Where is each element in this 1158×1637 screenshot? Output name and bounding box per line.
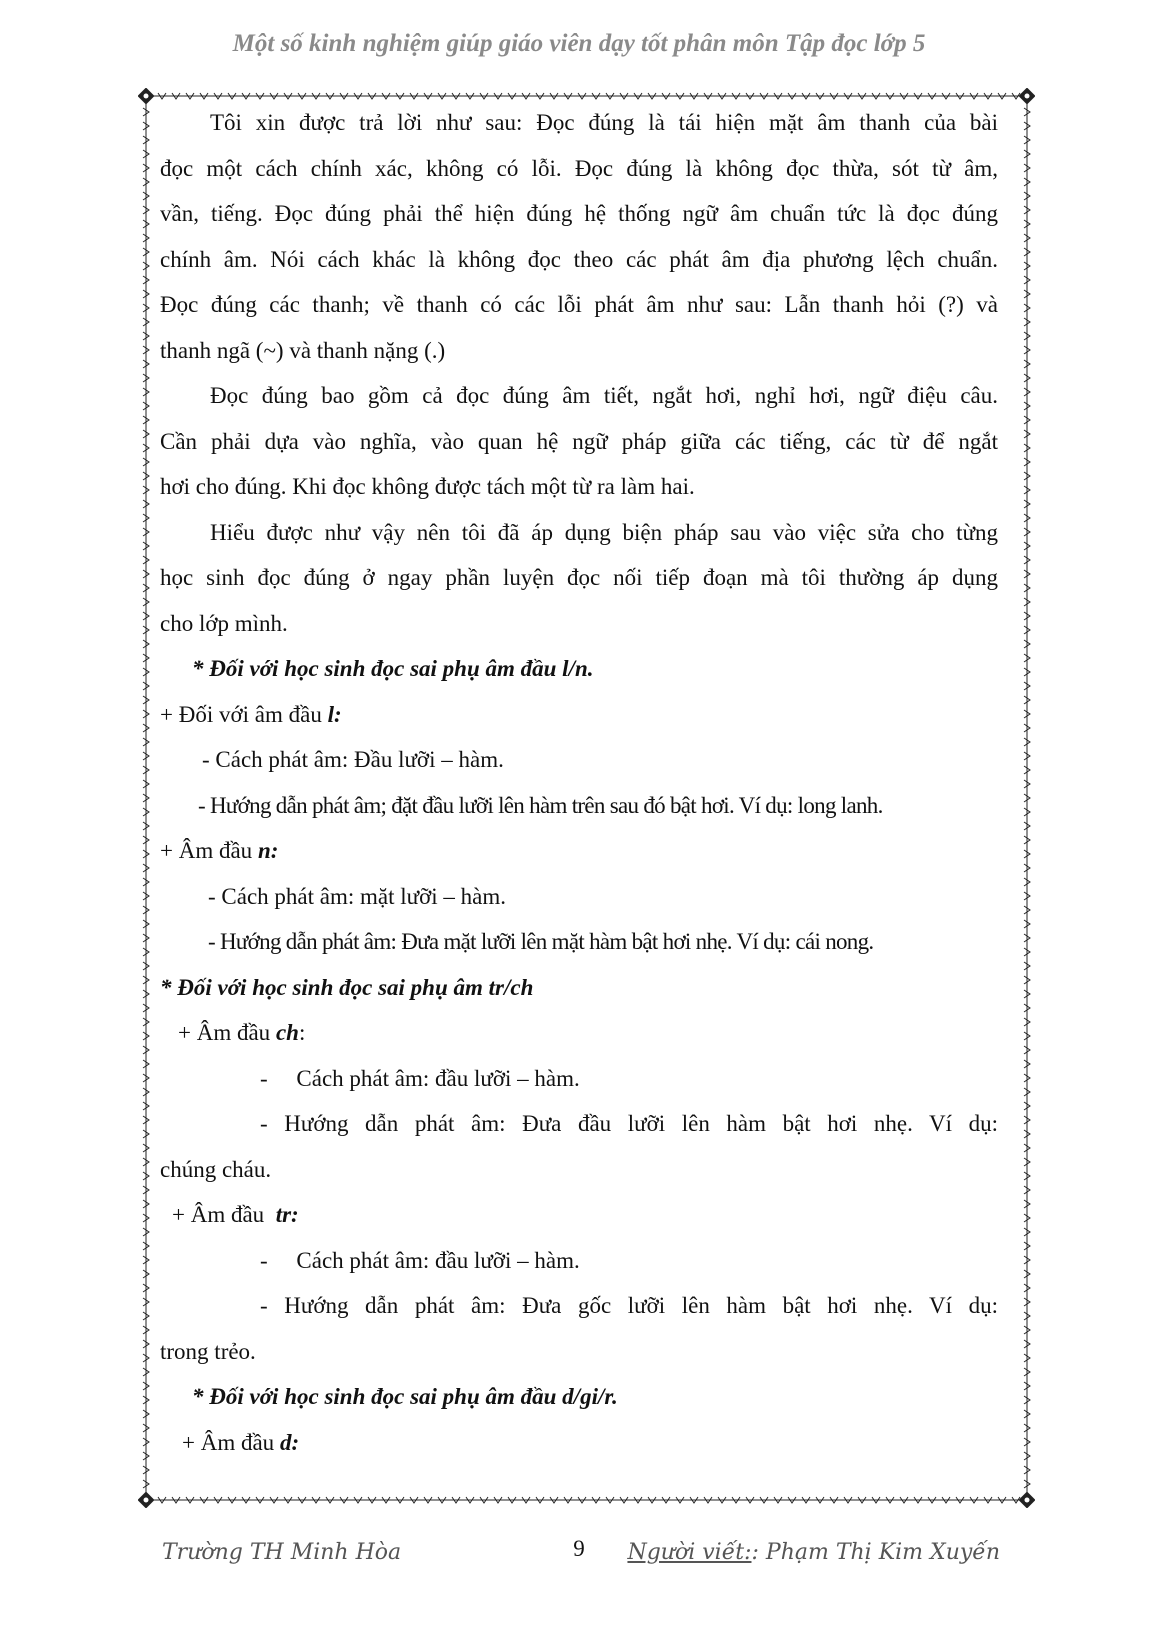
paragraph-1 bbox=[160, 100, 998, 373]
text-line: Hiểu được như vậy nên tôi đã áp dụng biện pháp sau vào việc sửa cho từng bbox=[210, 519, 998, 545]
item-tr-how: - Cách phát âm: đầu lưỡi – hàm. bbox=[260, 1247, 580, 1273]
text-line: thanh ngã (~) và thanh nặng (.) bbox=[160, 337, 446, 363]
section-heading-l-n: * Đối với học sinh đọc sai phụ âm đầu l/n. bbox=[192, 656, 594, 681]
text-line: học sinh đọc đúng ở ngay phần luyện đọc nối tiếp đoạn mà tôi thường áp dụng bbox=[160, 565, 998, 590]
heading-text: Đối với học sinh đọc sai phụ âm tr/ch bbox=[177, 974, 534, 1000]
item-label: + Đối với âm đầu bbox=[160, 701, 328, 727]
item-letter: n: bbox=[257, 838, 279, 863]
text-line: Cần phải dựa vào nghĩa, vào quan hệ ngữ pháp giữa các tiếng, các từ để ngắt bbox=[160, 428, 998, 454]
text-line: cho lớp mình. bbox=[160, 610, 288, 636]
text-line: Đọc đúng các thanh; về thanh có các lỗi phát âm như sau: Lẫn thanh hỏi (?) và bbox=[160, 292, 998, 317]
item-l bbox=[160, 692, 998, 738]
text-line: Đọc đúng bao gồm cả đọc đúng âm tiết, ngắt hơi, nghỉ hơi, ngữ điệu câu. bbox=[210, 383, 998, 408]
author-label: Người viết: bbox=[627, 1540, 752, 1565]
item-l-how: - Cách phát âm: Đầu lưỡi – hàm. bbox=[202, 747, 504, 772]
item-n-how: - Cách phát âm: mặt lưỡi – hàm. bbox=[208, 883, 507, 909]
page-header: Một số kinh nghiệm giúp giáo viên dạy tốt phân môn Tập đọc lớp 5 bbox=[232, 30, 926, 57]
item-n-guide: - Hướng dẫn phát âm: Đưa mặt lưỡi lên mặt hàm bật hơi nhẹ. Ví dụ: cái nong. bbox=[208, 929, 874, 954]
text-line: chính âm. Nói cách khác là không đọc theo các phát âm địa phương lệch chuẩn. bbox=[160, 246, 998, 272]
heading-star: * bbox=[160, 974, 178, 1000]
item-letter: tr: bbox=[275, 1202, 299, 1227]
page-number: 9 bbox=[573, 1536, 585, 1561]
text-line: hơi cho đúng. Khi đọc không được tách một từ ra làm hai. bbox=[160, 474, 695, 499]
footer-author bbox=[627, 1540, 1000, 1565]
item-ch-guide: - Hướng dẫn phát âm: Đưa đầu lưỡi lên hàm bật hơi nhẹ. Ví dụ: bbox=[260, 1111, 998, 1136]
document-body bbox=[160, 100, 998, 1465]
item-letter: ch bbox=[275, 1020, 299, 1045]
item-ch-example: chúng cháu. bbox=[160, 1156, 272, 1182]
item-label: + Âm đầu bbox=[178, 1020, 276, 1045]
item-letter: d: bbox=[279, 1429, 300, 1455]
item-tr-example: trong trẻo. bbox=[160, 1338, 256, 1364]
item-n bbox=[160, 828, 998, 874]
footer-school: Trường TH Minh Hòa bbox=[162, 1540, 402, 1565]
section-heading-d-gi-r: * Đối với học sinh đọc sai phụ âm đầu d/gi/r. bbox=[192, 1384, 618, 1409]
paragraph-3 bbox=[160, 510, 998, 647]
text-line: đọc một cách chính xác, không có lỗi. Đọc đúng là không đọc thừa, sót từ âm, bbox=[160, 155, 998, 181]
text-line: vần, tiếng. Đọc đúng phải thể hiện đúng hệ thống ngữ âm chuẩn tức là đọc đúng bbox=[160, 201, 998, 226]
item-d bbox=[160, 1420, 998, 1466]
item-label: + Âm đầu bbox=[182, 1429, 280, 1455]
item-tr bbox=[160, 1192, 998, 1238]
paragraph-2 bbox=[160, 373, 998, 510]
item-letter: l: bbox=[327, 701, 342, 727]
item-label: + Âm đầu bbox=[160, 838, 258, 863]
item-ch bbox=[160, 1010, 998, 1056]
text-line: Tôi xin được trả lời như sau: Đọc đúng là tái hiện mặt âm thanh của bài bbox=[210, 110, 998, 135]
item-label: + Âm đầu bbox=[172, 1202, 276, 1227]
item-l-guide: - Hướng dẫn phát âm; đặt đầu lưỡi lên hàm trên sau đó bật hơi. Ví dụ: long lanh. bbox=[198, 792, 883, 818]
section-heading-tr-ch bbox=[160, 965, 998, 1011]
item-colon: : bbox=[298, 1020, 306, 1045]
item-tr-guide: - Hướng dẫn phát âm: Đưa gốc lưỡi lên hàm bật hơi nhẹ. Ví dụ: bbox=[260, 1293, 998, 1318]
item-ch-how: - Cách phát âm: đầu lưỡi – hàm. bbox=[260, 1065, 580, 1091]
author-name: : Phạm Thị Kim Xuyến bbox=[751, 1540, 1000, 1565]
